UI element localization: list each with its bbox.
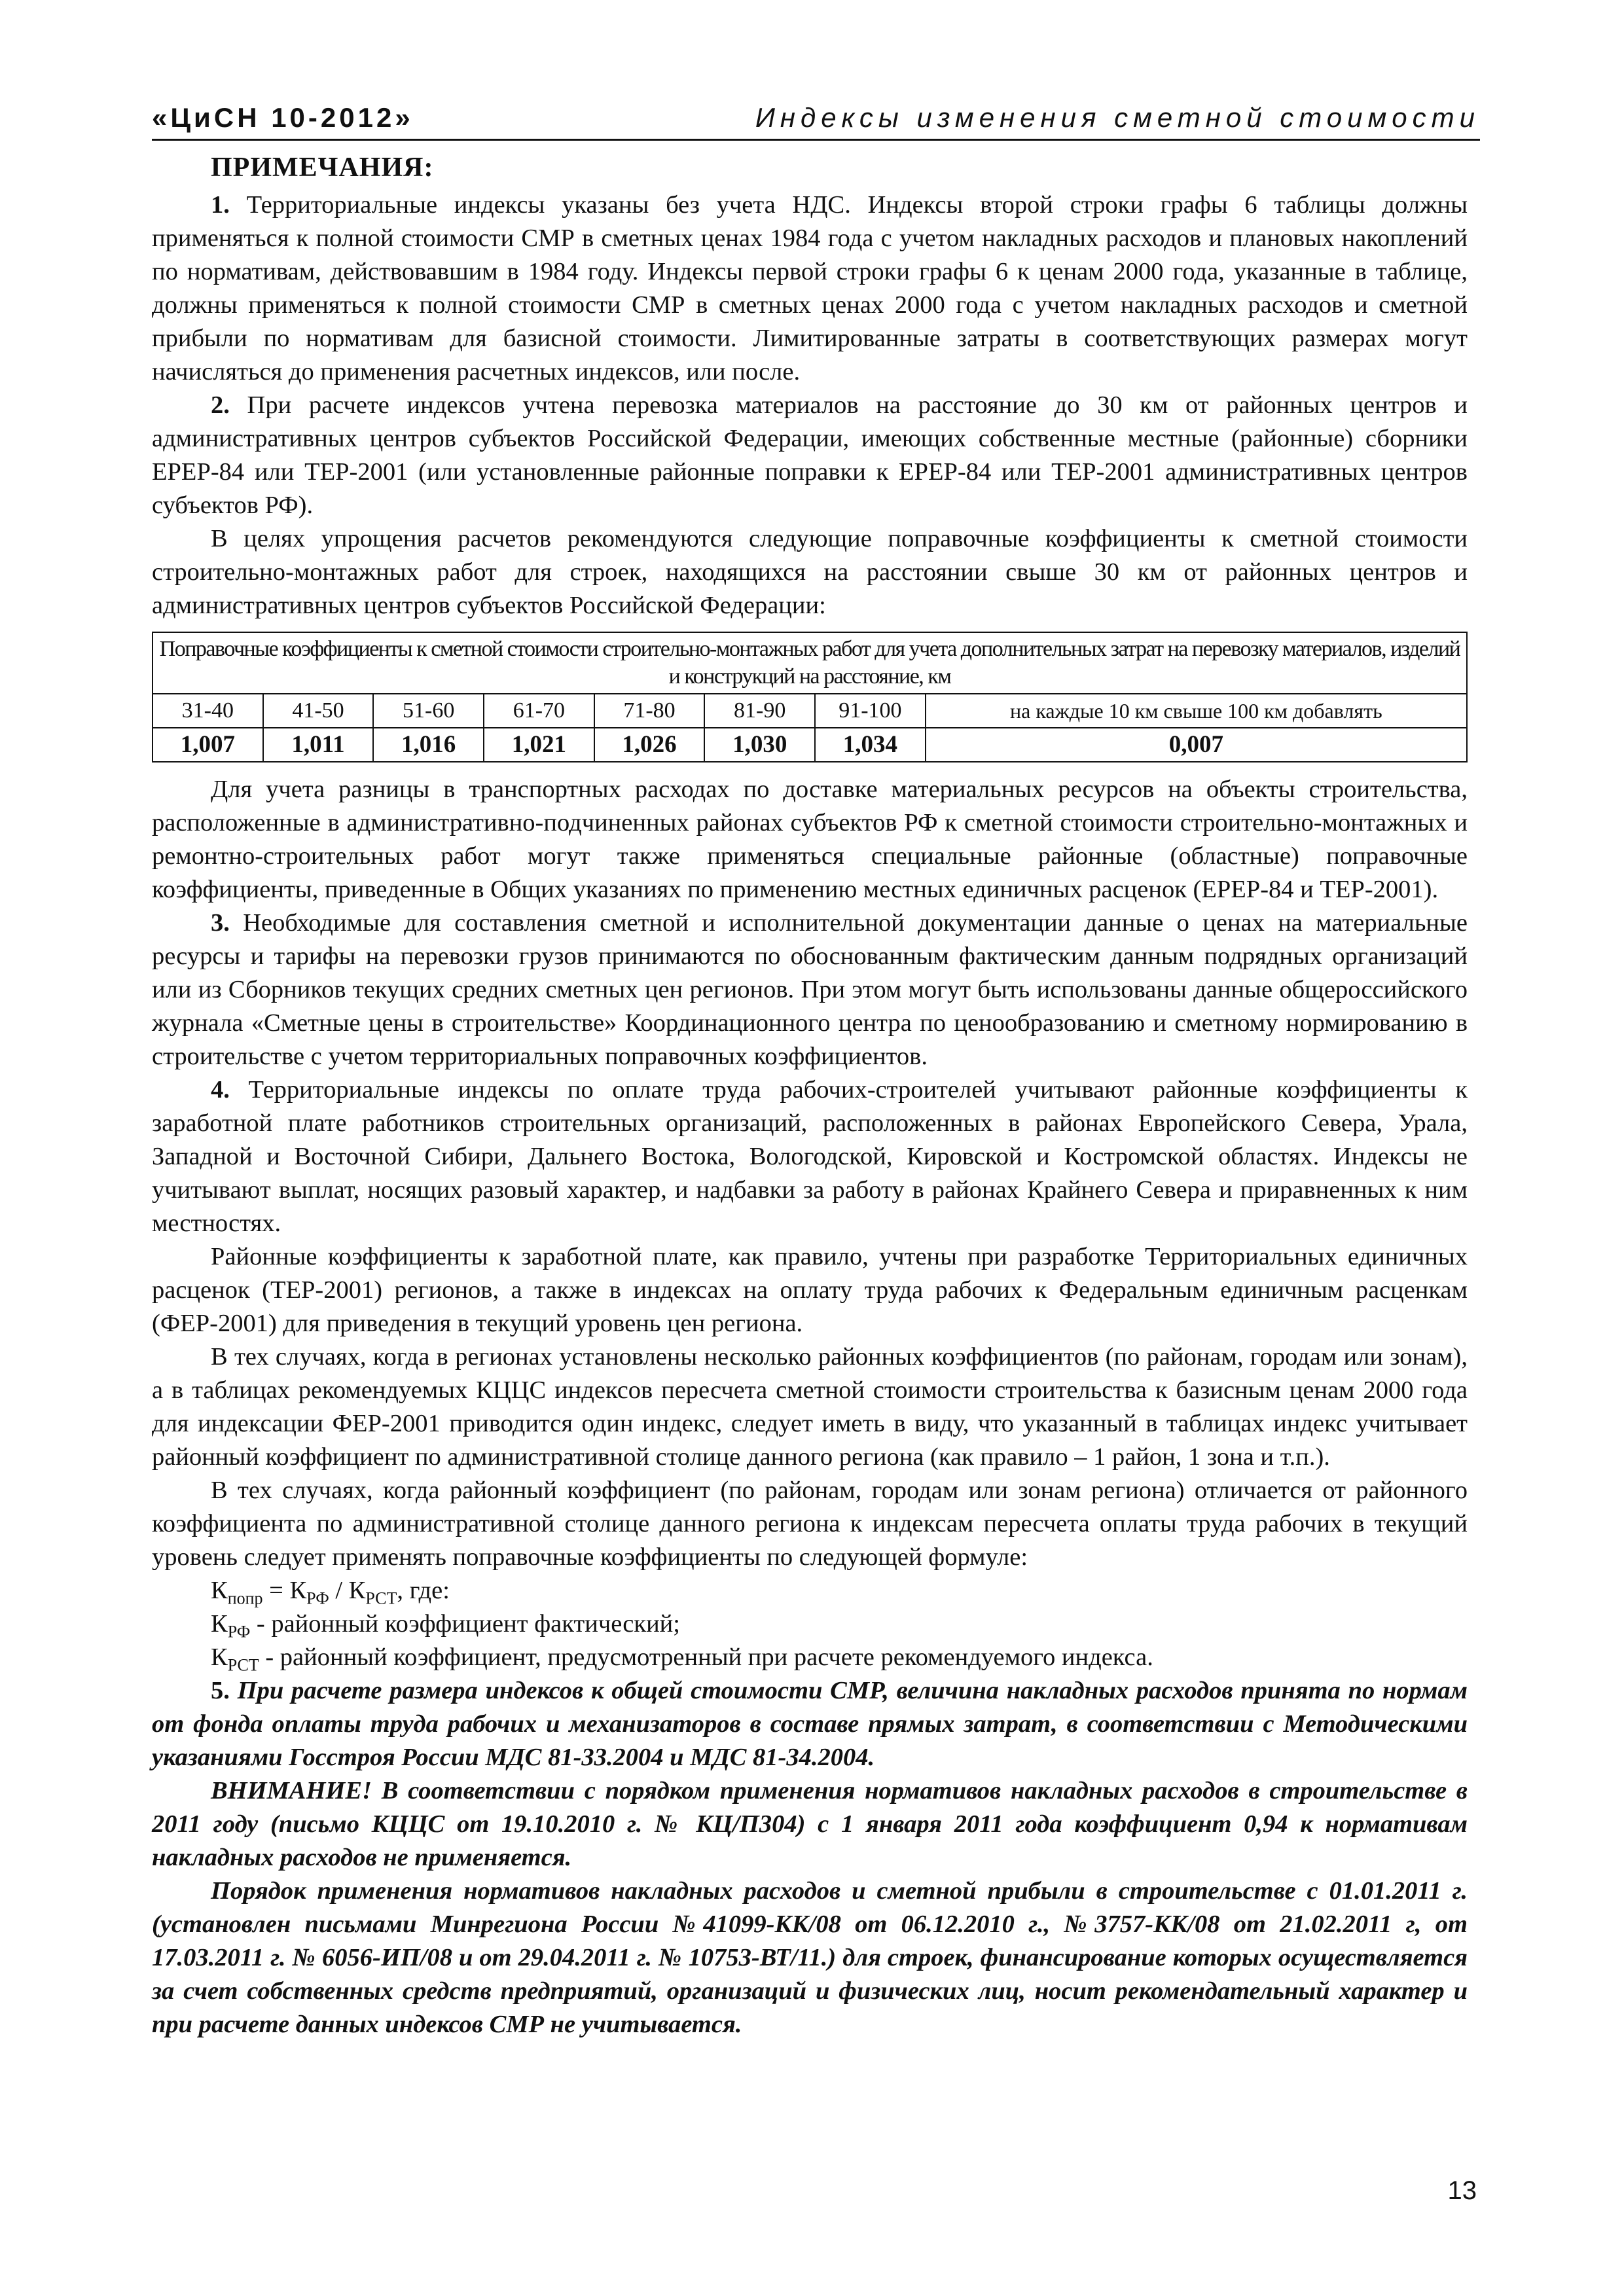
note-text: Территориальные индексы по оплате труда рабочих-строителей учитывают районные коэффициенты к заработной плате работников строительных организаций, расположенных в районах Европейского Севера, Урала, Западной и Восточной Сибири, Дальнего Востока, Вологодской, Кировской и Костромской областях. Индексы не учитывают выплат, носящих разовый характер, и надбавки за работу в районах Крайнего Севера и приравненных к ним местностях. [152, 1076, 1468, 1237]
range-cell: 91-100 [815, 694, 926, 728]
table-row-values [153, 728, 1467, 762]
value-cell: 1,011 [263, 728, 374, 762]
note-2-coefficients-intro: В целях упрощения расчетов рекомендуются следующие поправочные коэффициенты к сметной стоимости строительно-монтажных работ для строек, находящихся на расстоянии свыше 30 км от районных центров и административных центров субъектов Российской Федерации: [152, 525, 1468, 619]
transport-coefficients-table [152, 632, 1468, 762]
note-2 [152, 389, 1468, 522]
order-paragraph: Порядок применения нормативов накладных расходов и сметной прибыли в строительстве с 01.01.2011 г. (установлен письмами Минрегиона России №41099-КК/08 от 06.12.2010 г., №3757-КК/08 от 21.02.2011 г, от 17.03.2011 г. № 6056-ИП/08 и от 29.04.2011 г. № 10753-ВТ/11.) для строек, финансирование которых осуществляется за счет собственных средств предприятий, организаций и физических лиц, носит рекомендательный характер и при расчете данных индексов СМР не учитывается. [152, 1877, 1468, 2038]
range-cell: 71-80 [594, 694, 705, 728]
notes-heading: ПРИМЕЧАНИЯ: [211, 152, 434, 183]
range-cell-extra: на каждые 10 км свыше 100 км добавлять [926, 694, 1467, 728]
formula-block [152, 1574, 1468, 1674]
value-cell: 0,007 [926, 728, 1467, 762]
value-cell: 1,034 [815, 728, 926, 762]
note-3 [152, 906, 1468, 1073]
value-cell: 1,030 [704, 728, 815, 762]
note-text: При расчете индексов учтена перевозка материалов на расстояние до 30 км от районных центров и административных центров субъектов Российской Федерации, имеющих собственные местные (районные) сборники ЕРЕР-84 или ТЕР-2001 (или установленные районные поправки к ЕРЕР-84 или ТЕР-2001 административных центров субъектов РФ). [152, 391, 1468, 519]
note-number: 4. [211, 1076, 230, 1103]
range-cell: 51-60 [373, 694, 484, 728]
document-title: Индексы изменения сметной стоимости [755, 102, 1480, 133]
formula-definition-2: $К_{РСТ}$ - районный коэффициент, предусмотренный при расчете рекомендуемого индекса. [211, 1643, 1153, 1675]
value-cell: 1,007 [153, 728, 263, 762]
value-cell: 1,026 [594, 728, 705, 762]
document-code: «ЦиСН 10-2012» [152, 102, 414, 133]
value-cell: 1,021 [484, 728, 594, 762]
range-cell: 81-90 [704, 694, 815, 728]
note-number: 2. [211, 391, 230, 419]
note-number: 5. [211, 1677, 230, 1704]
range-cell: 61-70 [484, 694, 594, 728]
formula: $К_{попр} = К_{РФ} / К_{РСТ}$, где: [211, 1577, 450, 1608]
note-number: 1. [211, 191, 230, 219]
note-5 [152, 1674, 1468, 1774]
running-header [152, 99, 1480, 141]
table-row-ranges [153, 694, 1467, 728]
note-4-paragraph-3: В тех случаях, когда в регионах установлены несколько районных коэффициентов (по районам, городам или зонам), а в таблицах рекомендуемых КЦЦС индексов пересчета сметной стоимости строительства к базисным ценам 2000 года для индексации ФЕР-2001 приводится один индекс, следует иметь в виду, что указанный в таблицах индекс учитывает районный коэффициент по административной столице данного региона (как правило – 1 район, 1 зона и т.п.). [152, 1343, 1468, 1471]
range-cell: 41-50 [263, 694, 374, 728]
note-text: Необходимые для составления сметной и исполнительной документации данные о ценах на материальные ресурсы и тарифы на перевозки грузов принимаются по обоснованным фактическим данным подрядных организаций или из Сборников текущих средних сметных цен регионов. При этом могут быть использованы данные общероссийского журнала «Сметные цены в строительстве» Координационного центра по ценообразованию и сметному нормированию в строительстве с учетом территориальных поправочных коэффициентов. [152, 909, 1468, 1070]
note-number: 3. [211, 909, 230, 937]
transport-note: Для учета разницы в транспортных расходах по доставке материальных ресурсов на объекты строительства, расположенные в административно-подчиненных районах субъектов РФ к сметной стоимости строительно-монтажных и ремонтно-строительных работ могут также применяться специальные районные (областные) поправочные коэффициенты, приведенные в Общих указаниях по применению местных единичных расценок (ЕРЕР-84 и ТЕР-2001). [152, 776, 1468, 903]
formula-definition-1: $К_{РФ}$ - районный коэффициент фактический; [211, 1610, 680, 1641]
note-text: При расчете размера индексов к общей стоимости СМР, величина накладных расходов принята по нормам от фонда оплаты труда рабочих и механизаторов в составе прямых затрат, в соответствии с Методическими указаниями Госстроя России МДС 81-33.2004 и МДС 81-34.2004. [152, 1677, 1468, 1771]
page-number: 13 [1447, 2176, 1477, 2205]
attention-paragraph: ВНИМАНИЕ! В соответствии с порядком применения нормативов накладных расходов в строительстве в 2011 году (письмо КЦЦС от 19.10.2010 г. № КЦ/П304) с 1 января 2011 года коэффициент 0,94 к нормативам накладных расходов не применяется. [152, 1777, 1468, 1871]
table-header: Поправочные коэффициенты к сметной стоимости строительно-монтажных работ для учета дополнительных затрат на перевозку материалов, изделий и конструкций на расстояние, км [153, 632, 1467, 694]
note-1 [152, 188, 1468, 389]
note-4-paragraph-4: В тех случаях, когда районный коэффициент (по районам, городам или зонам региона) отличается от районного коэффициента по административной столице данного региона к индексам пересчета оплаты труда рабочих в текущий уровень следует применять поправочные коэффициенты по следующей формуле: [152, 1477, 1468, 1571]
range-cell: 31-40 [153, 694, 263, 728]
note-4 [152, 1073, 1468, 1240]
note-4-paragraph-2: Районные коэффициенты к заработной плате, как правило, учтены при разработке Территориальных единичных расценок (ТЕР-2001) регионов, а также в индексах на оплату труда рабочих к Федеральным единичным расценкам (ФЕР-2001) для приведения в текущий уровень цен региона. [152, 1243, 1468, 1337]
value-cell: 1,016 [373, 728, 484, 762]
notes-body [152, 151, 1468, 2041]
note-text: Территориальные индексы указаны без учета НДС. Индексы второй строки графы 6 таблицы должны применяться к полной стоимости СМР в сметных ценах 1984 года с учетом накладных расходов и плановых накоплений по нормативам, действовавшим в 1984 году. Индексы первой строки графы 6 к ценам 2000 года, указанные в таблице, должны применяться к полной стоимости СМР в сметных ценах 2000 года с учетом накладных расходов и сметной прибыли по нормативам для базисной стоимости. Лимитированные затраты в соответствующих размерах могут начисляться до применения расчетных индексов, или после. [152, 191, 1468, 386]
